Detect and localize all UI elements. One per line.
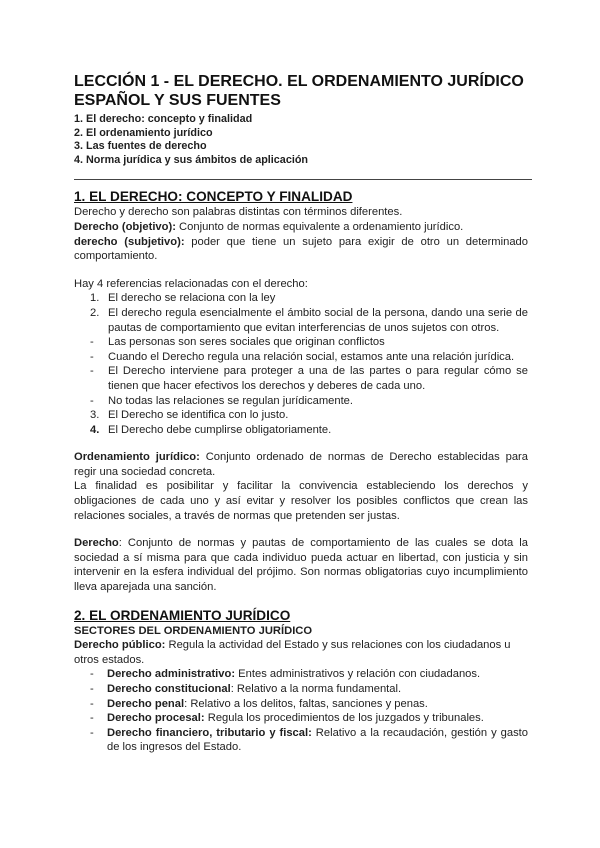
definition-derecho-publico: [74, 638, 528, 667]
document-title: LECCIÓN 1 - EL DERECHO. EL ORDENAMIENTO JURÍDICO ESPAÑOL Y SUS FUENTES: [74, 73, 524, 109]
list-marker: -: [90, 712, 94, 725]
toc-item: 3. Las fuentes de derecho: [74, 140, 207, 153]
list-item: 2. El derecho regula esencialmente el ámbito social de la persona, dando una serie de pautas de comportamiento que evitan interferencias de unos sujetos con otros.: [90, 306, 528, 334]
list-item: - Derecho administrativo: Entes administrativos y relación con ciudadanos.: [90, 668, 481, 681]
list-marker: -: [90, 697, 94, 710]
term-label: Derecho (objetivo):: [74, 220, 176, 233]
list-marker: 1.: [90, 292, 100, 305]
list-item: 4. El Derecho debe cumplirse obligatoriamente.: [90, 423, 332, 436]
definition-derecho: [74, 536, 528, 594]
list-item: - El Derecho interviene para proteger a una de las partes o para regular cómo se tienen que hacer efectivos los derechos y deberes de cada uno.: [90, 365, 528, 392]
list-marker: -: [90, 350, 94, 363]
definition-text: Conjunto de normas equivalente a ordenamiento jurídico.: [175, 220, 464, 233]
term-label: Ordenamiento jurídico:: [74, 451, 200, 464]
definition-text: : Conjunto de normas y pautas de comportamiento de las cuales se dota la sociedad a sí misma para que cada individuo pueda actuar en libertad, con justicia y sin intervenir en la esfera individual del prójimo. Son normas obligatorias cuyo incumplimiento lleva aparejada una sanción.: [74, 537, 528, 594]
list-marker: -: [90, 726, 94, 739]
list-item: - Derecho financiero, tributario y fiscal: Relativo a la recaudación, gestión y gasto de los ingresos del Estado.: [90, 726, 528, 754]
list-item: - Las personas son seres sociales que originan conflictos: [90, 336, 385, 349]
list-item: - Derecho procesal: Regula los procedimientos de los juzgados y tribunales.: [90, 712, 484, 725]
section-2-heading: 2. EL ORDENAMIENTO JURÍDICO: [74, 607, 291, 623]
list-item: - Derecho penal: Relativo a los delitos, faltas, sanciones y penas.: [90, 697, 428, 710]
toc-item: 2. El ordenamiento jurídico: [74, 126, 213, 139]
definition-derecho-subjetivo: [74, 235, 528, 264]
list-marker: -: [90, 336, 94, 349]
section-1-intro: Derecho y derecho son palabras distintas con términos diferentes.: [74, 206, 403, 219]
list-marker: -: [90, 668, 94, 681]
table-of-contents: [74, 113, 528, 167]
definition-text: Conjunto ordenado de normas de Derecho establecidas para regir una sociedad concreta.: [74, 451, 528, 478]
toc-item: 4. Norma jurídica y sus ámbitos de aplicación: [74, 153, 309, 166]
finalidad-paragraph: La finalidad es posibilitar y facilitar la convivencia estableciendo los derechos y obligaciones de cada uno y así evitar y resolver los posibles conflictos que crean las relaciones sociales, a través de normas que pretenden ser justas.: [74, 480, 528, 522]
list-marker: 2.: [90, 306, 100, 319]
section-1-heading: 1. EL DERECHO: CONCEPTO Y FINALIDAD: [74, 189, 353, 205]
list-item: - Cuando el Derecho regula una relación social, estamos ante una relación jurídica.: [90, 350, 515, 363]
term-label: derecho (subjetivo):: [74, 235, 185, 248]
list-marker: -: [90, 683, 94, 695]
references-list: [74, 291, 528, 437]
definition-ordenamiento: [74, 450, 528, 479]
section-2-subheading: SECTORES DEL ORDENAMIENTO JURÍDICO: [74, 624, 313, 637]
list-item: - No todas las relaciones se regulan jurídicamente.: [90, 394, 354, 407]
definition-derecho-objetivo: [74, 220, 528, 235]
toc-item: 1. El derecho: concepto y finalidad: [74, 113, 253, 125]
list-marker: -: [90, 365, 94, 378]
definition-text: poder que tiene un sujeto para exigir de otro un determinado comportamiento.: [74, 235, 528, 263]
references-intro: Hay 4 referencias relacionadas con el derecho:: [74, 277, 308, 290]
list-marker: 4.: [90, 423, 100, 436]
term-label: Derecho público:: [74, 639, 166, 652]
public-law-branches: [74, 667, 528, 755]
divider: [74, 179, 532, 180]
list-item: 1. El derecho se relaciona con la ley: [90, 292, 276, 305]
term-label: Derecho: [74, 537, 119, 550]
definition-text: Regula la actividad del Estado y sus relaciones con los ciudadanos u otros estados.: [74, 639, 511, 666]
list-marker: -: [90, 394, 94, 407]
list-item: 3. El Derecho se identifica con lo justo.: [90, 409, 289, 422]
list-marker: 3.: [90, 409, 100, 422]
list-item: - Derecho constitucional: Relativo a la norma fundamental.: [90, 683, 402, 695]
